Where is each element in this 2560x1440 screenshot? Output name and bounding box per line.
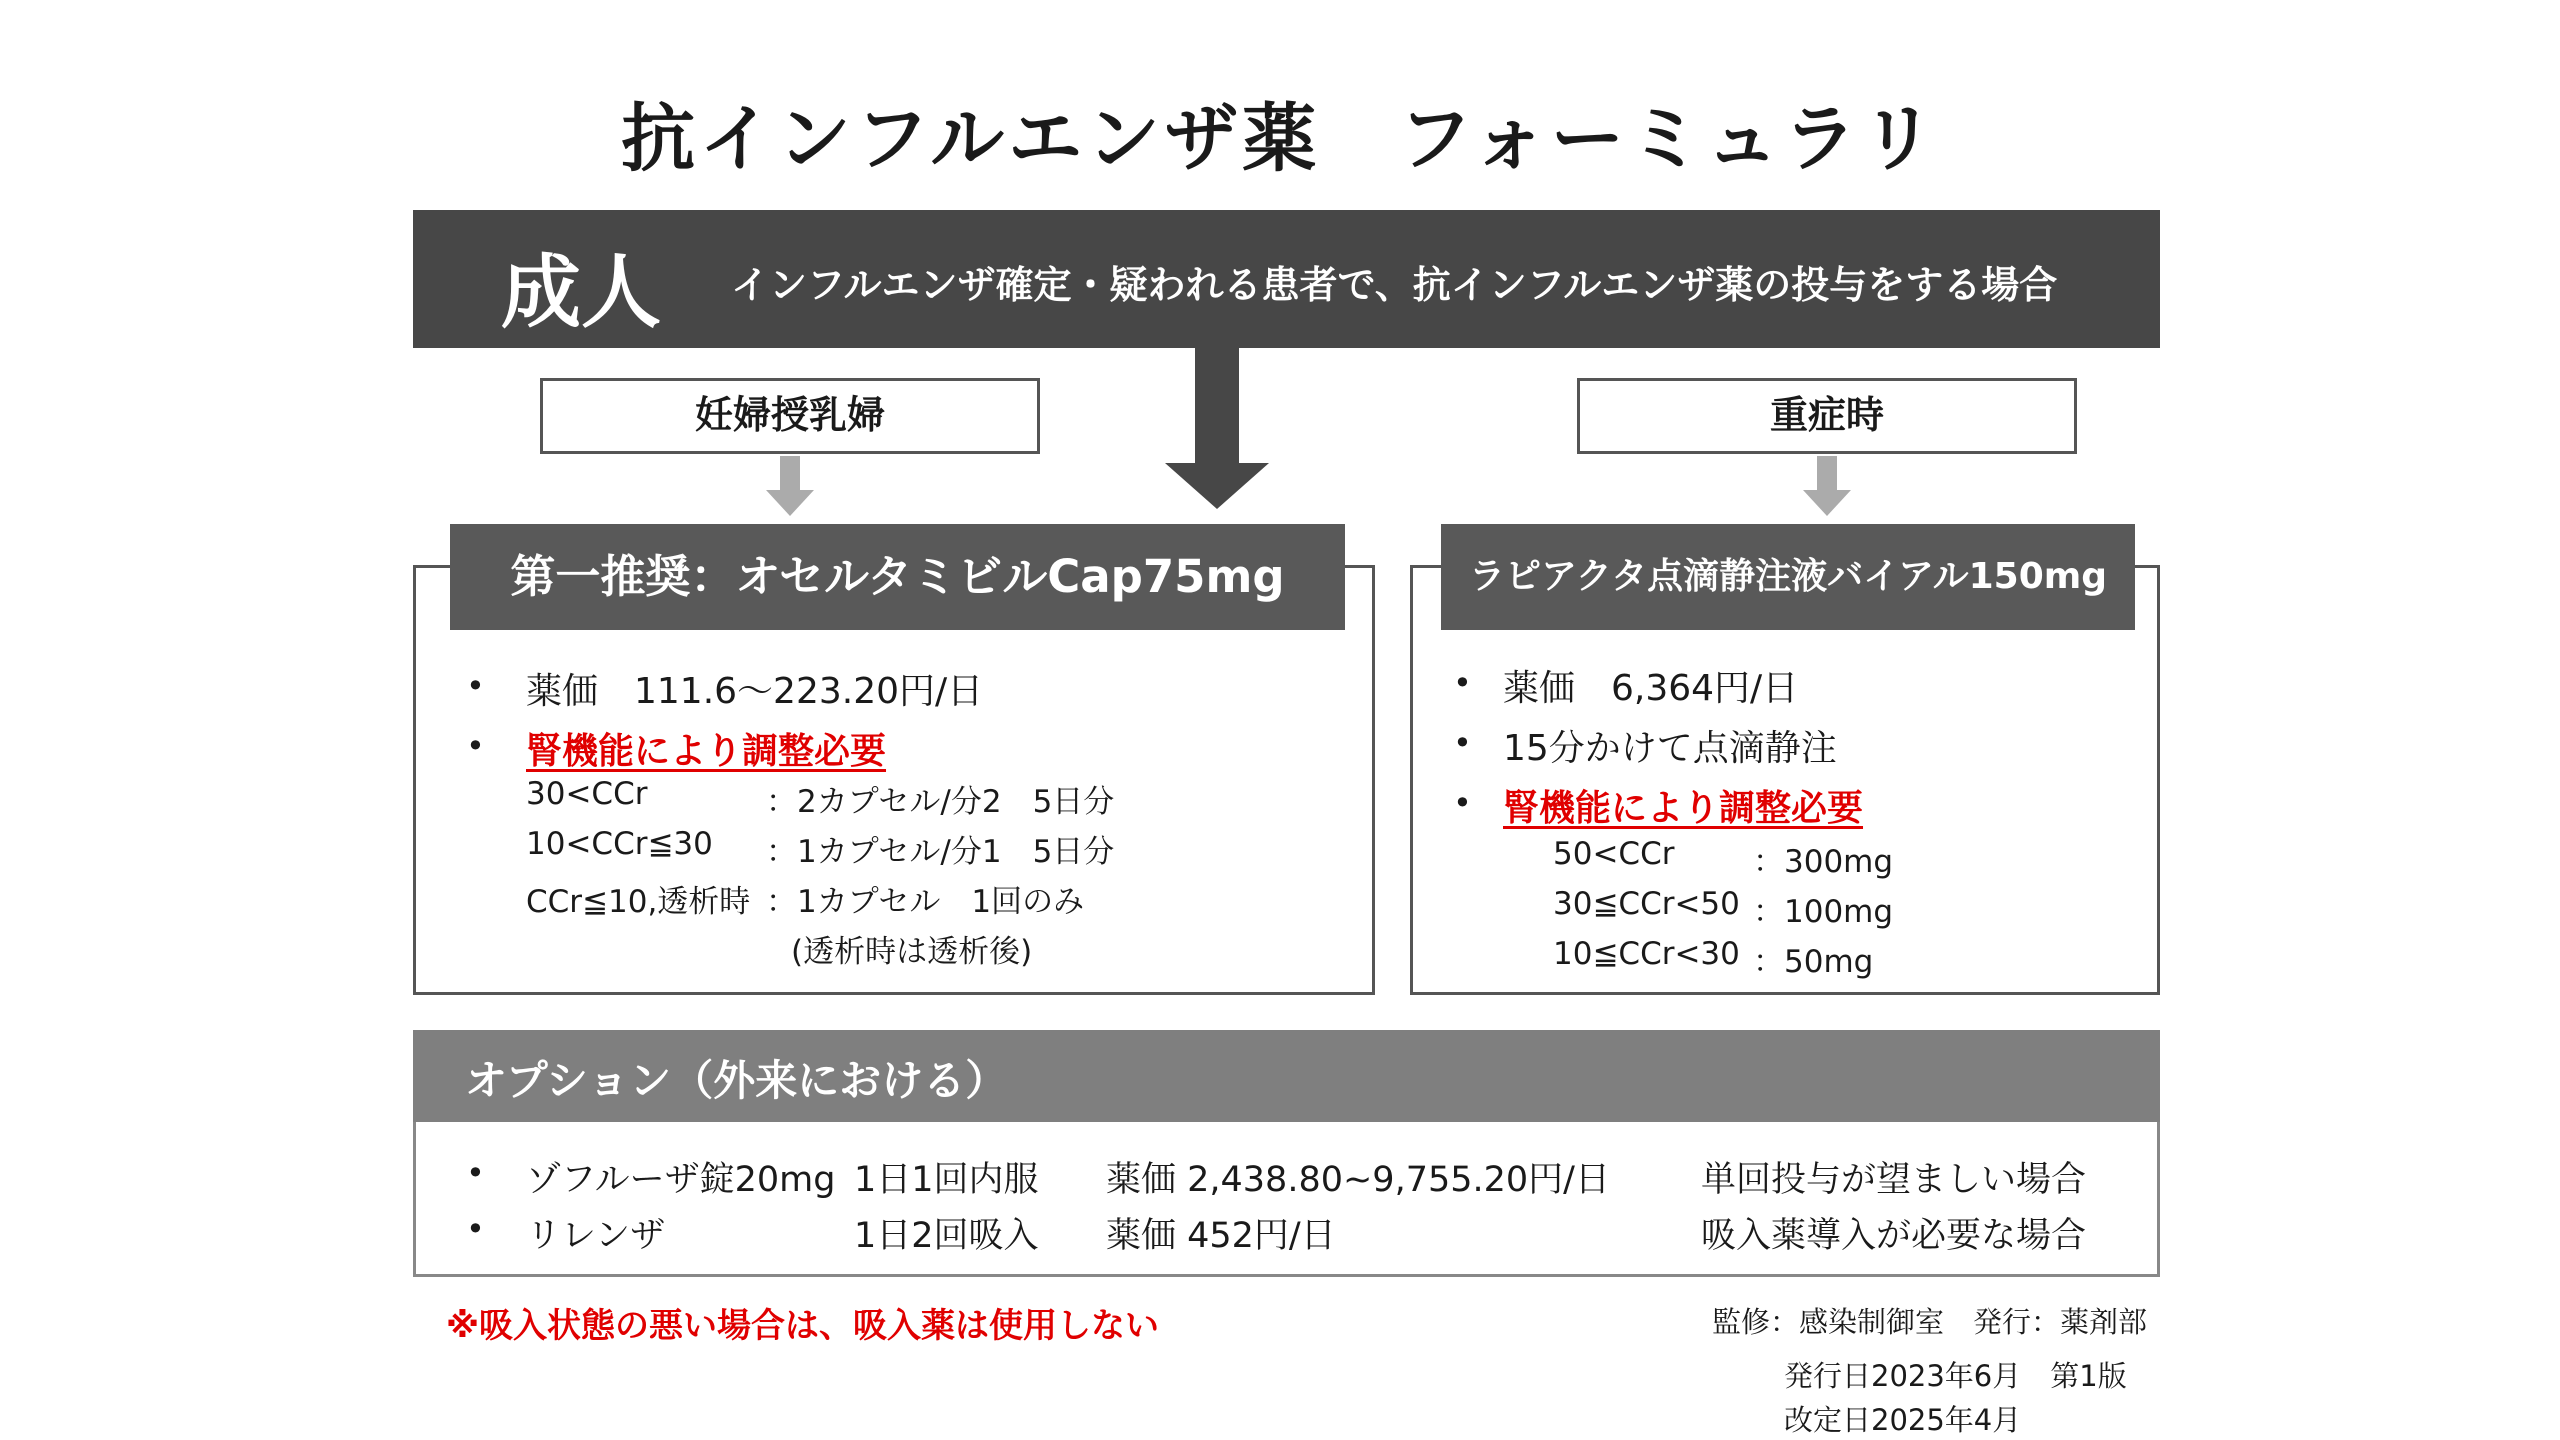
adult-description: インフルエンザ確定・疑われる患者で、抗インフルエンザ薬の投与をする場合 <box>731 263 2058 307</box>
option-row: • リレンザ 1日2回吸入 薬価 452円/日 吸入薬導入が必要な場合 <box>466 1210 2087 1256</box>
pregnant-lactating-tag: 妊婦授乳婦 <box>540 378 1040 454</box>
oseltamivir-header: 第一推奨：オセルタミビルCap75mg <box>450 524 1345 630</box>
dosing-row: 30≦CCr<50 ：100mg <box>1553 886 1894 930</box>
bullet-icon: • <box>466 727 485 765</box>
dosing-row: CCr≦10,透析時 ：1カプセル 1回のみ <box>526 884 1085 920</box>
infusion-instruction: 15分かけて点滴静注 <box>1503 728 1837 769</box>
dosing-row: 30<CCr ：2カプセル/分2 5日分 <box>526 776 1115 820</box>
inhalation-warning: ※吸入状態の悪い場合は、吸入薬は使用しない <box>446 1306 1160 1346</box>
peramivir-header: ラピアクタ点滴静注液バイアル150mg <box>1441 524 2135 630</box>
adult-label: 成人 <box>501 246 661 339</box>
severe-case-tag: 重症時 <box>1577 378 2077 454</box>
oseltamivir-price: 薬価 111.6～223.20円/日 <box>526 671 984 712</box>
bullet-icon: • <box>466 1154 485 1192</box>
dosing-row: 50<CCr ：300mg <box>1553 836 1894 880</box>
adult-banner <box>413 210 2160 348</box>
down-arrow-icon <box>1803 456 1851 518</box>
down-arrow-icon <box>766 456 814 518</box>
option-row: • ゾフルーザ錠20mg 1日1回内服 薬価 2,438.80~9,755.20円/日 単回投与が望ましい場合 <box>466 1154 2087 1200</box>
revision-date: 改定日2025年4月 <box>1784 1403 2022 1437</box>
bullet-icon: • <box>466 1210 485 1248</box>
page-title: 抗インフルエンザ薬 フォーミュラリ <box>621 96 1939 182</box>
bullet-icon: • <box>1453 724 1472 762</box>
dialysis-note: (透析時は透析後) <box>791 934 1033 970</box>
supervision-credit: 監修：感染制御室 発行：薬剤部 <box>1712 1305 2148 1339</box>
dosing-row: 10<CCr≦30 ：1カプセル/分1 5日分 <box>526 826 1115 870</box>
issue-date: 発行日2023年6月 第1版 <box>1784 1359 2127 1393</box>
bullet-icon: • <box>1453 664 1472 702</box>
renal-adjustment-note: 腎機能により調整必要 <box>526 731 887 772</box>
peramivir-price: 薬価 6,364円/日 <box>1503 668 1799 709</box>
bullet-icon: • <box>466 667 485 705</box>
bullet-icon: • <box>1453 784 1472 822</box>
down-arrow-icon <box>1165 347 1269 511</box>
options-header: オプション（外来における） <box>413 1030 2160 1122</box>
options-list <box>413 1122 2160 1277</box>
renal-adjustment-note: 腎機能により調整必要 <box>1503 788 1864 829</box>
dosing-row: 10≦CCr<30 ：50mg <box>1553 936 1874 980</box>
